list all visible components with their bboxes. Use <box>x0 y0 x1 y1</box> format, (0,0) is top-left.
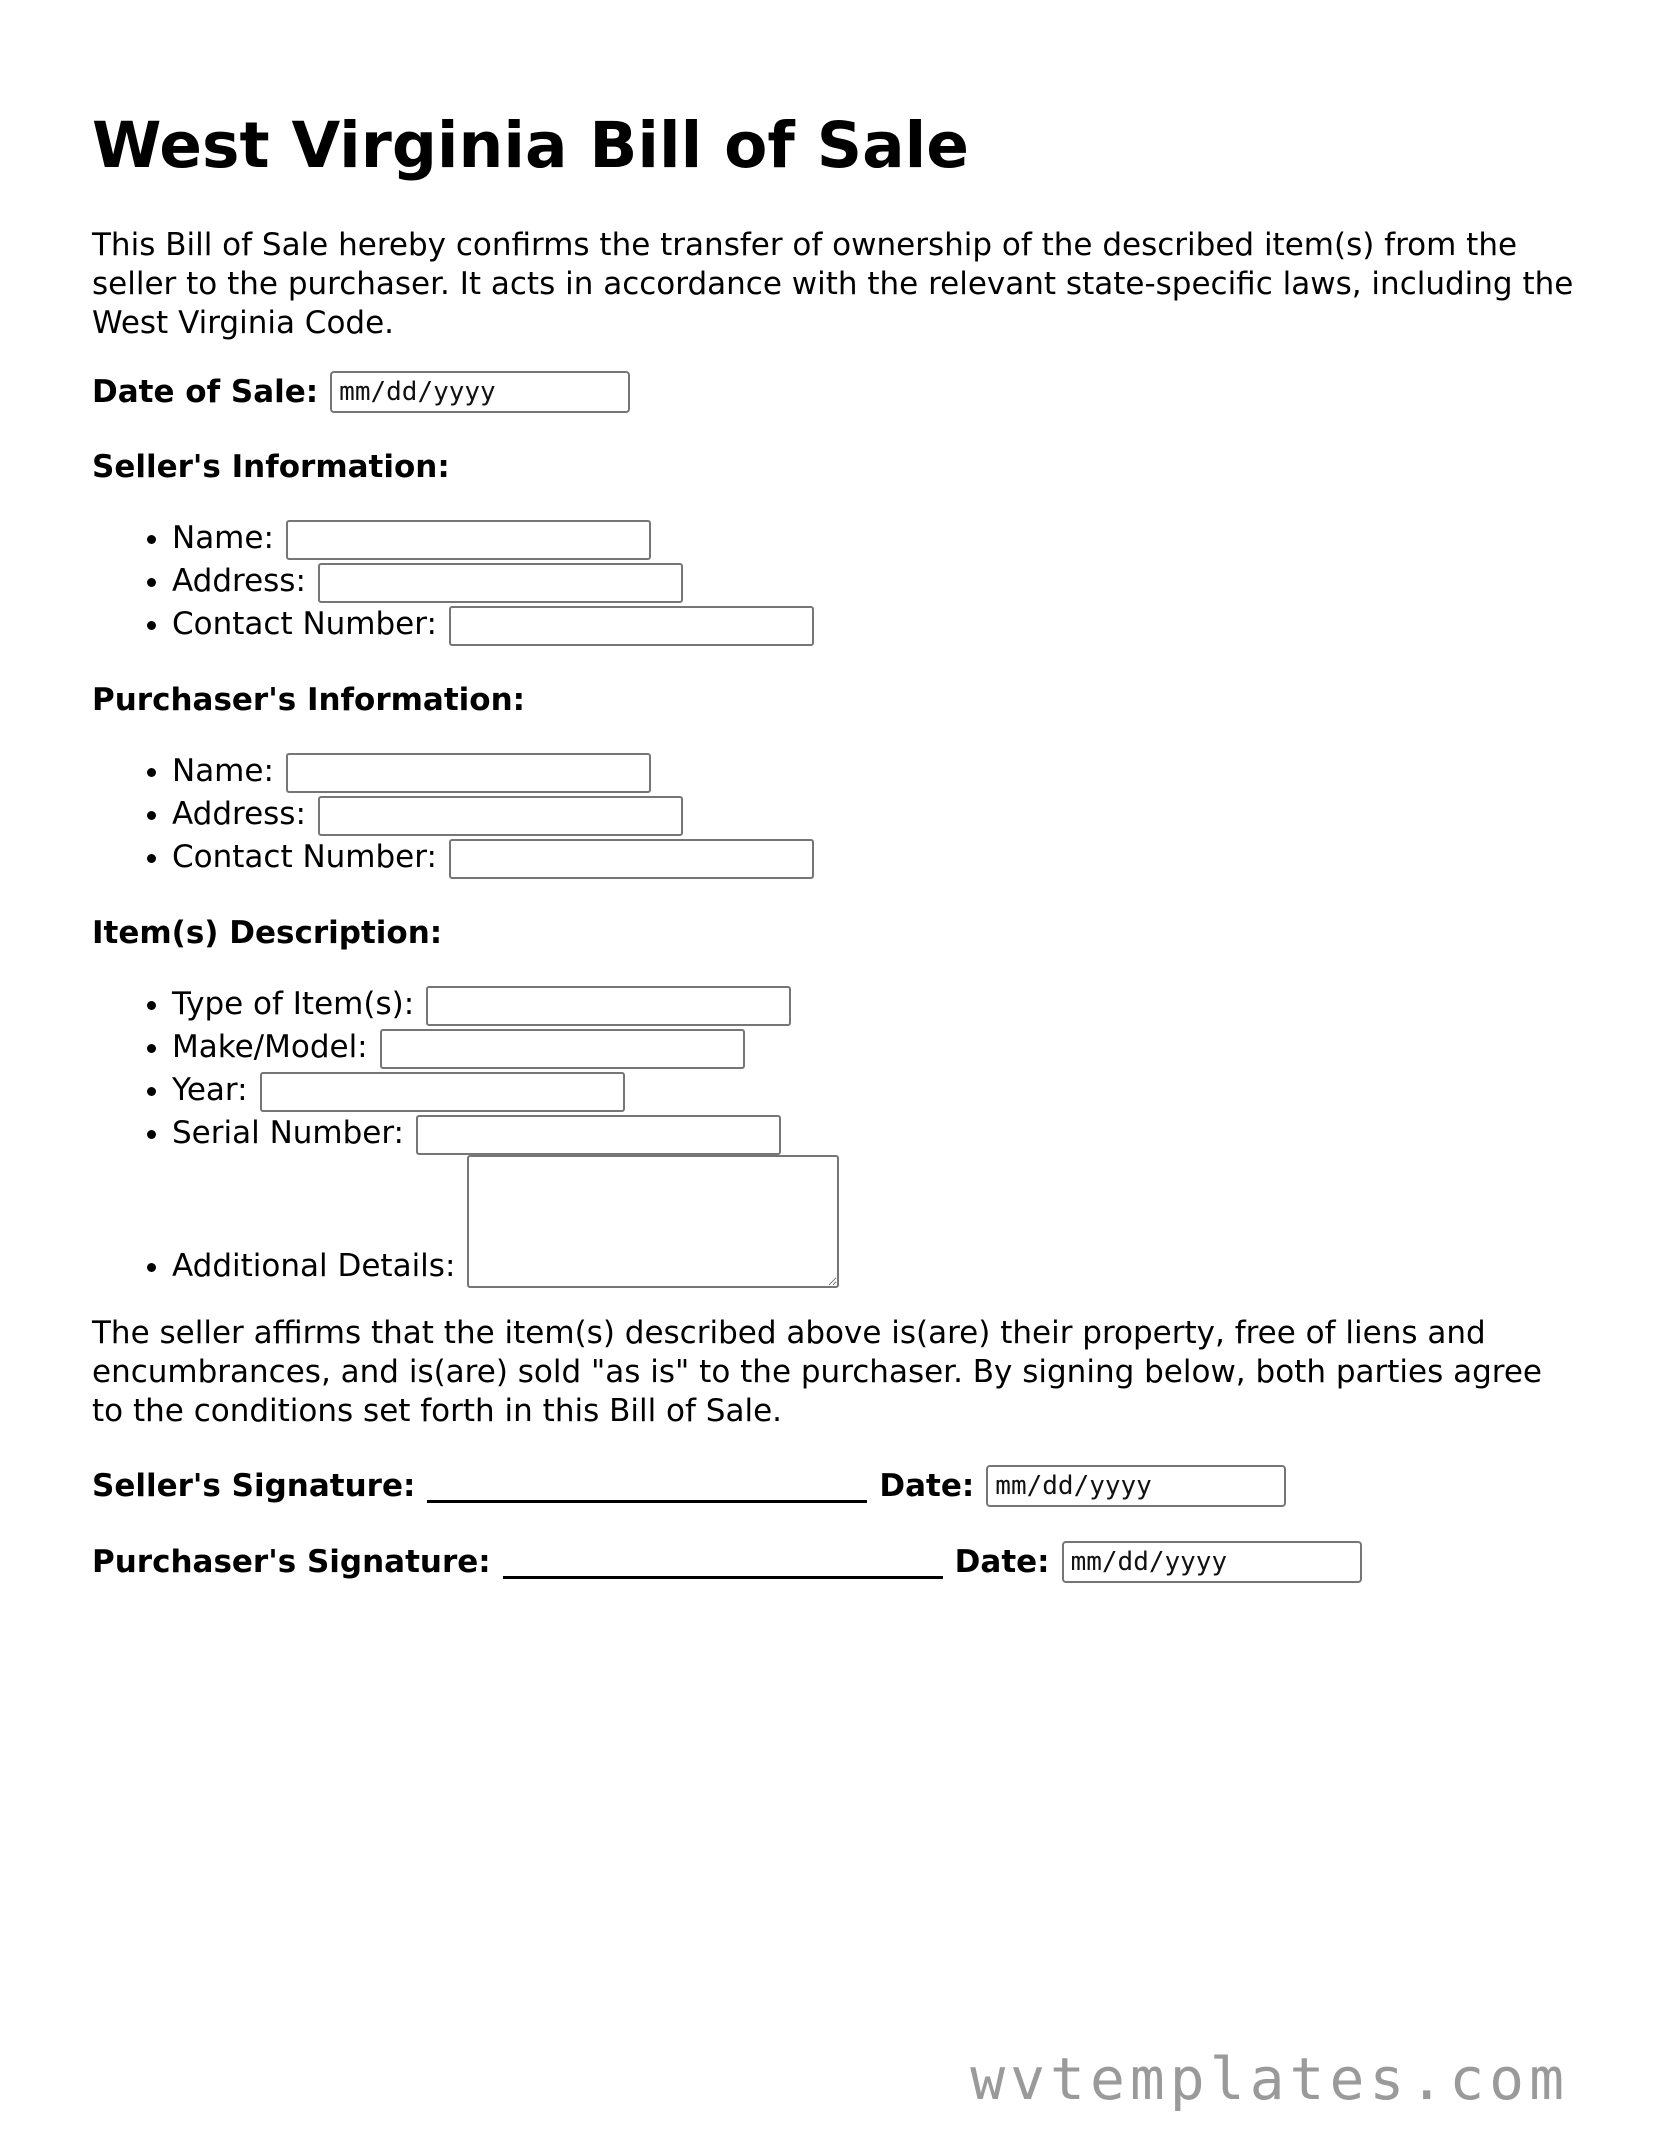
list-item <box>172 793 1592 836</box>
list-item <box>172 1069 1592 1112</box>
seller-name-label: Name: <box>172 520 274 557</box>
purchaser-name-label: Name: <box>172 753 274 790</box>
item-details-textarea[interactable] <box>467 1155 839 1288</box>
seller-date-label: Date: <box>879 1468 975 1505</box>
purchaser-contact-input[interactable] <box>449 839 814 879</box>
seller-name-input[interactable] <box>286 520 651 560</box>
item-serial-label: Serial Number: <box>172 1115 405 1152</box>
purchaser-name-input[interactable] <box>286 753 651 793</box>
seller-contact-label: Contact Number: <box>172 606 437 643</box>
item-year-label: Year: <box>172 1072 248 1109</box>
purchaser-date-label: Date: <box>954 1544 1050 1581</box>
purchaser-signature-row <box>92 1541 1592 1583</box>
seller-signature-line[interactable] <box>427 1470 867 1503</box>
list-item <box>172 1155 1592 1288</box>
purchaser-heading: Purchaser's Information: <box>92 682 526 719</box>
seller-list <box>92 517 1592 646</box>
bill-of-sale-form <box>92 110 1592 1583</box>
purchaser-date-input[interactable] <box>1062 1541 1362 1583</box>
seller-signature-row <box>92 1465 1592 1507</box>
date-of-sale-row <box>92 371 1592 413</box>
item-type-input[interactable] <box>426 986 791 1026</box>
list-item <box>172 1026 1592 1069</box>
item-make-label: Make/Model: <box>172 1029 368 1066</box>
items-list <box>92 983 1592 1288</box>
page-title: West Virginia Bill of Sale <box>92 109 969 182</box>
purchaser-contact-label: Contact Number: <box>172 839 437 876</box>
purchaser-list <box>92 750 1592 879</box>
item-type-label: Type of Item(s): <box>172 986 415 1023</box>
list-item <box>172 517 1592 560</box>
list-item <box>172 603 1592 646</box>
seller-signature-label: Seller's Signature: <box>92 1468 416 1505</box>
list-item <box>172 750 1592 793</box>
list-item <box>172 560 1592 603</box>
date-of-sale-label: Date of Sale: <box>92 374 319 411</box>
seller-contact-input[interactable] <box>449 606 814 646</box>
seller-heading: Seller's Information: <box>92 449 450 486</box>
intro-paragraph: This Bill of Sale hereby confirms the transfer of ownership of the described item(s) from the seller to the purchaser. It acts in accordance with the relevant state-specific laws, including the West Virginia Code. <box>92 227 1574 342</box>
item-serial-input[interactable] <box>416 1115 781 1155</box>
item-make-input[interactable] <box>380 1029 745 1069</box>
date-of-sale-input[interactable] <box>330 371 630 413</box>
purchaser-signature-label: Purchaser's Signature: <box>92 1544 491 1581</box>
seller-address-input[interactable] <box>318 563 683 603</box>
items-heading: Item(s) Description: <box>92 915 443 952</box>
purchaser-address-input[interactable] <box>318 796 683 836</box>
watermark-text: wvtemplates.com <box>970 2045 1569 2113</box>
seller-date-input[interactable] <box>986 1465 1286 1507</box>
seller-address-label: Address: <box>172 563 306 600</box>
item-details-label: Additional Details: <box>172 1248 456 1285</box>
purchaser-address-label: Address: <box>172 796 306 833</box>
list-item <box>172 983 1592 1026</box>
list-item <box>172 1112 1592 1155</box>
item-year-input[interactable] <box>260 1072 625 1112</box>
purchaser-signature-line[interactable] <box>503 1546 943 1579</box>
list-item <box>172 836 1592 879</box>
affirmation-paragraph: The seller affirms that the item(s) described above is(are) their property, free of liens and encumbrances, and is(are) sold "as is" to the purchaser. By signing below, both parties agree to the conditions set forth in this Bill of Sale. <box>92 1315 1542 1430</box>
